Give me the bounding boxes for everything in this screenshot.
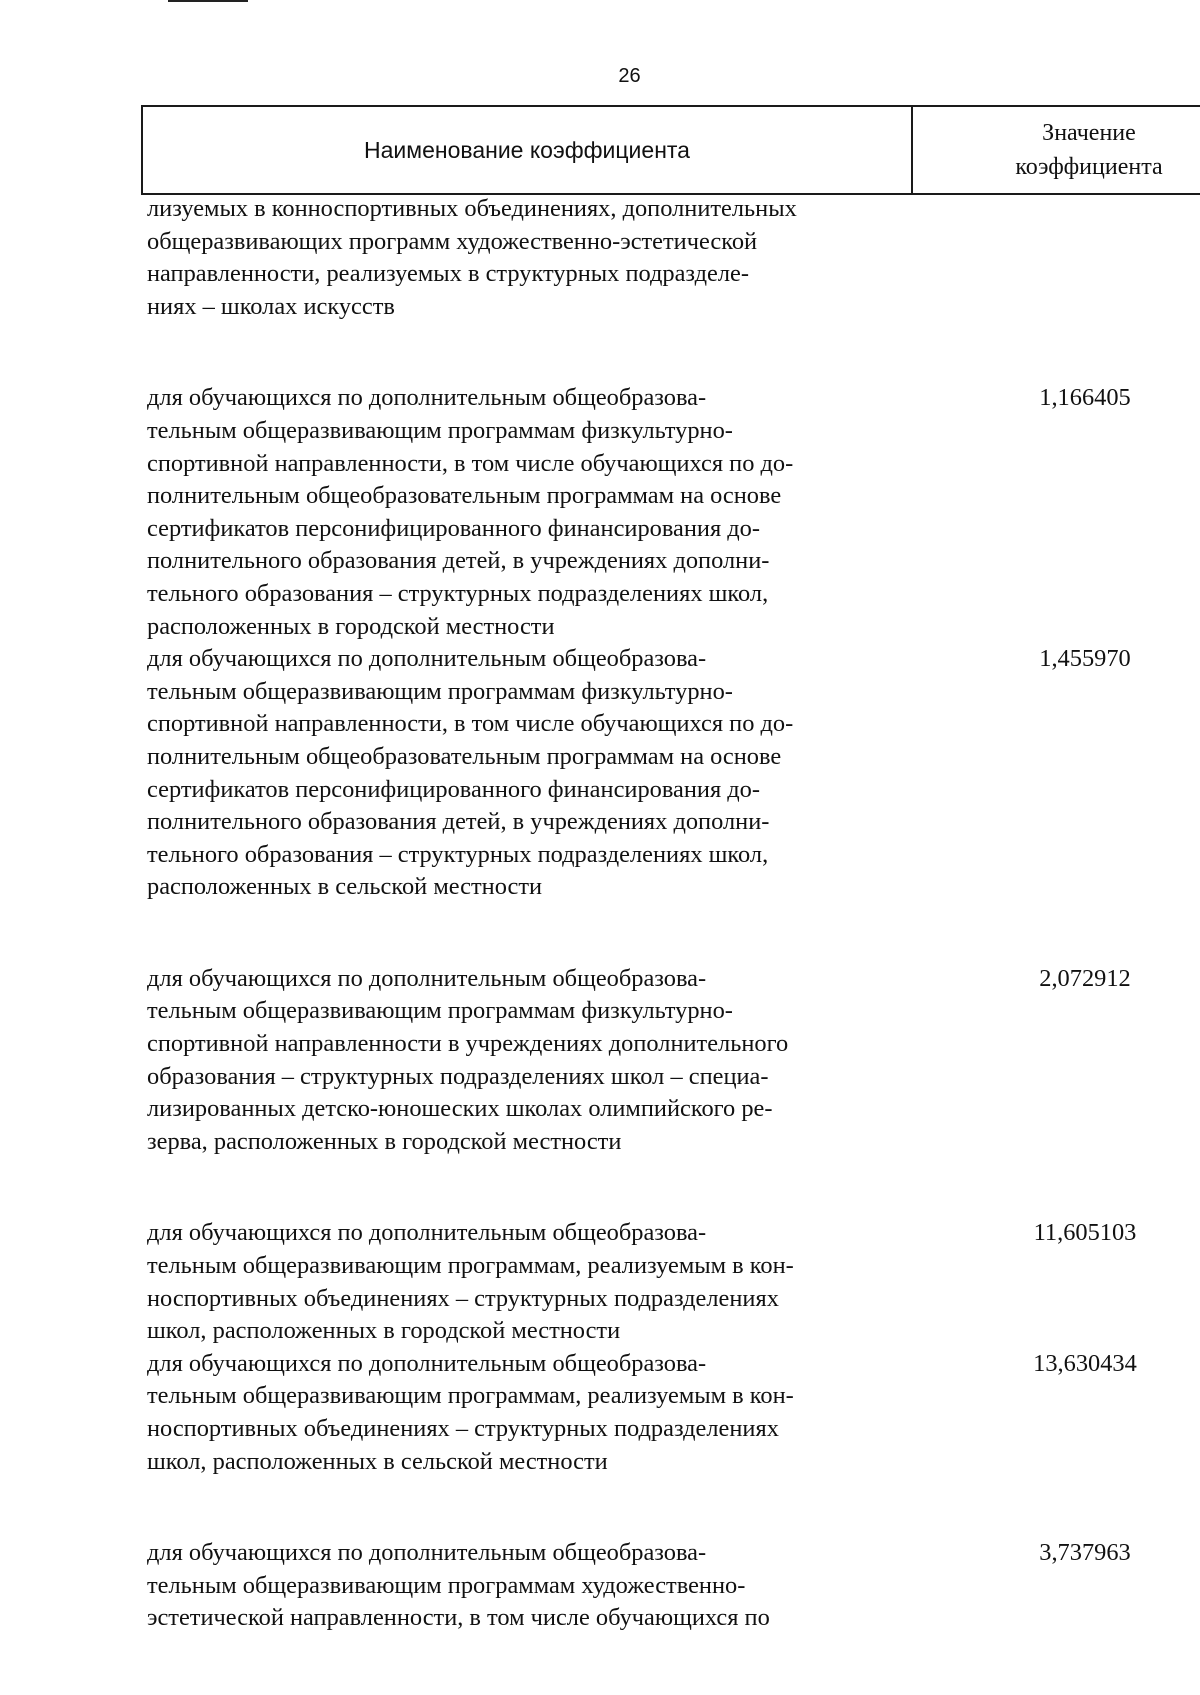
coefficient-description: для обучающихся по дополнительным общеобразова- тельным общеразвивающим программам, реализуемым в кон- носпортивных объединениях – структурных подразделениях школ, расположенных в городской местности [147, 1219, 794, 1345]
top-rule [168, 0, 248, 2]
page-number: 26 [618, 65, 641, 87]
table-row [147, 643, 1200, 904]
coefficient-description: для обучающихся по дополнительным общеобразова- тельным общеразвивающим программам художественно- эстетической направленности, в том числе обучающихся по [147, 1539, 770, 1632]
row-gap [147, 904, 1200, 963]
table-row [147, 1217, 1200, 1347]
table-row [147, 1537, 1200, 1635]
header-value-label: Значение коэффициента [1015, 120, 1163, 180]
coefficient-description: для обучающихся по дополнительным общеобразова- тельным общеразвивающим программам физкультурно- спортивной направленности в учреждениях дополнительного образования – структурных подразделениях школ – специа- лизированных детско-юношеских школах олимпийского ре- зерва, расположенных в городской местности [147, 964, 789, 1155]
table-row [147, 1348, 1200, 1478]
coefficient-value: 11,605103 [1033, 1219, 1137, 1247]
coefficient-description: для обучающихся по дополнительным общеобразова- тельным общеразвивающим программам, реализуемым в кон- носпортивных объединениях – структурных подразделениях школ, расположенных в сельской местности [147, 1349, 794, 1475]
coefficient-value: 1,166405 [1039, 384, 1131, 412]
header-coefficient-name: Наименование коэффициента [143, 107, 913, 193]
table-row [147, 963, 1200, 1159]
table-row [147, 382, 1200, 643]
continuation-text: лизуемых в конноспортивных объединениях, дополнительных общеразвивающих программ художественно-эстетической направленности, реализуемых в структурных подразделе- ниях – школах искусств [147, 195, 797, 320]
row-gap [147, 1158, 1200, 1217]
row-gap [147, 1478, 1200, 1537]
continuation-row [147, 193, 1200, 323]
continuation-value [903, 193, 1200, 323]
coefficient-description: для обучающихся по дополнительным общеобразова- тельным общеразвивающим программам физкультурно- спортивной направленности, в том числе обучающихся по до- полнительным общеобразовательным программам на основе сертификатов персонифицированного финансирования до- полнительного образования детей, в учреждениях дополни- тельного образования – структурных подразделениях школ, расположенных в сельской местности [147, 645, 794, 901]
coefficient-value: 13,630434 [1033, 1349, 1137, 1377]
row-gap [147, 323, 1200, 382]
coefficient-value: 1,455970 [1039, 645, 1131, 673]
coefficient-value: 2,072912 [1039, 964, 1131, 992]
coefficient-description: для обучающихся по дополнительным общеобразова- тельным общеразвивающим программам физкультурно- спортивной направленности, в том числе обучающихся по до- полнительным общеобразовательным программам на основе сертификатов персонифицированного финансирования до- полнительного образования детей, в учреждениях дополни- тельного образования – структурных подразделениях школ, расположенных в городской местности [147, 384, 794, 640]
header-coefficient-value [913, 107, 1200, 193]
coefficient-value: 3,737963 [1039, 1539, 1131, 1567]
table-header [141, 105, 1200, 195]
coefficient-table-body [147, 193, 1200, 1635]
